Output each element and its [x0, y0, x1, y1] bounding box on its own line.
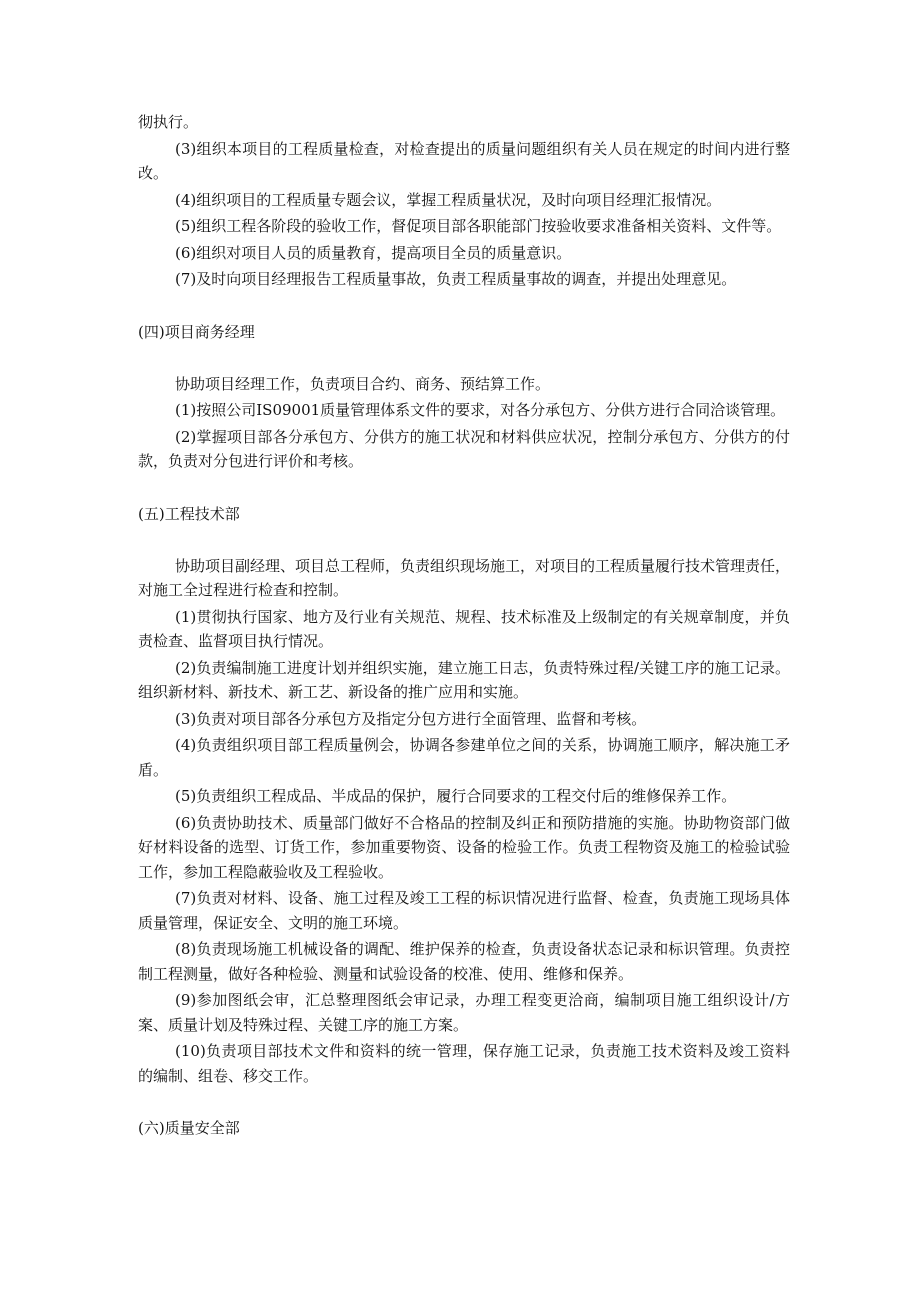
section5-item-3: (3)负责对项目部各分承包方及指定分包方进行全面管理、监督和考核。: [175, 709, 647, 728]
section5-item-6: (6)负责协助技术、质量部门做好不合格品的控制及纠正和预防措施的实施。协助物资部门做好材料设备的选型、订货工作，参加重要物资、设备的检验工作。负责工程物资及施工的检验试验工作，参加工程隐蔽验收及工程验收。: [138, 813, 790, 881]
paragraph-item-4: (4)组织项目的工程质量专题会议，掌握工程质量状况，及时向项目经理汇报情况。: [175, 190, 722, 209]
section5-item-10: (10)负责项目部技术文件和资料的统一管理，保存施工记录，负责施工技术资料及竣工资料的编制、组卷、移交工作。: [138, 1042, 790, 1085]
paragraph-item-6: (6)组织对项目人员的质量教育，提高项目全员的质量意识。: [175, 243, 572, 262]
section-heading-engineering-dept: (五)工程技术部: [138, 504, 240, 523]
paragraph-continuation: 彻执行。: [138, 113, 199, 131]
section5-item-1: (1)贯彻执行国家、地方及行业有关规范、规程、技术标准及上级制定的有关规章制度，并负责检查、监督项目执行情况。: [138, 607, 790, 650]
paragraph-item-7: (7)及时向项目经理报告工程质量事故，负责工程质量事故的调查，并提出处理意见。: [175, 270, 737, 288]
paragraph-item-5: (5)组织工程各阶段的验收工作，督促项目部各职能部门按验收要求准备相关资料、文件等。: [175, 217, 782, 235]
section5-item-5: (5)负责组织工程成品、半成品的保护，履行合同要求的工程交付后的维修保养工作。: [175, 787, 737, 805]
section5-item-2: (2)负责编制施工进度计划并组织实施，建立施工日志，负责特殊过程/关键工序的施工记录。组织新材料、新技术、新工艺、新设备的推广应用和实施。: [138, 658, 790, 701]
section4-item-1: (1)按照公司IS09001质量管理体系文件的要求，对各分承包方、分供方进行合同洽谈管理。: [175, 401, 786, 419]
section-heading-quality-safety-dept: (六)质量安全部: [138, 1119, 240, 1137]
section4-item-2: (2)掌握项目部各分承包方、分供方的施工状况和材料供应状况，控制分承包方、分供方的付款，负责对分包进行评价和考核。: [138, 427, 790, 470]
section5-item-8: (8)负责现场施工机械设备的调配、维护保养的检查，负责设备状态记录和标识管理。负责控制工程测量，做好各种检验、测量和试验设备的校准、使用、维修和保养。: [138, 940, 790, 983]
section5-item-9: (9)参加图纸会审，汇总整理图纸会审记录，办理工程变更洽商，编制项目施工组织设计/方案、质量计划及特殊过程、关键工序的施工方案。: [138, 991, 790, 1034]
document-page: [138, 110, 790, 1140]
section4-intro: 协助项目经理工作，负责项目合约、商务、预结算工作。: [175, 374, 551, 393]
section5-item-4: (4)负责组织项目部工程质量例会，协调各参建单位之间的关系，协调施工顺序，解决施工矛盾。: [138, 736, 790, 779]
section5-item-7: (7)负责对材料、设备、施工过程及竣工工程的标识情况进行监督、检查，负责施工现场具体质量管理，保证安全、文明的施工环境。: [138, 889, 790, 932]
section5-intro: 协助项目副经理、项目总工程师，负责组织现场施工，对项目的工程质量履行技术管理责任，对施工全过程进行检查和控制。: [138, 556, 791, 599]
section-heading-business-manager: (四)项目商务经理: [138, 322, 255, 341]
paragraph-item-3: (3)组织本项目的工程质量检查，对检查提出的质量问题组织有关人员在规定的时间内进行整改。: [138, 139, 790, 182]
